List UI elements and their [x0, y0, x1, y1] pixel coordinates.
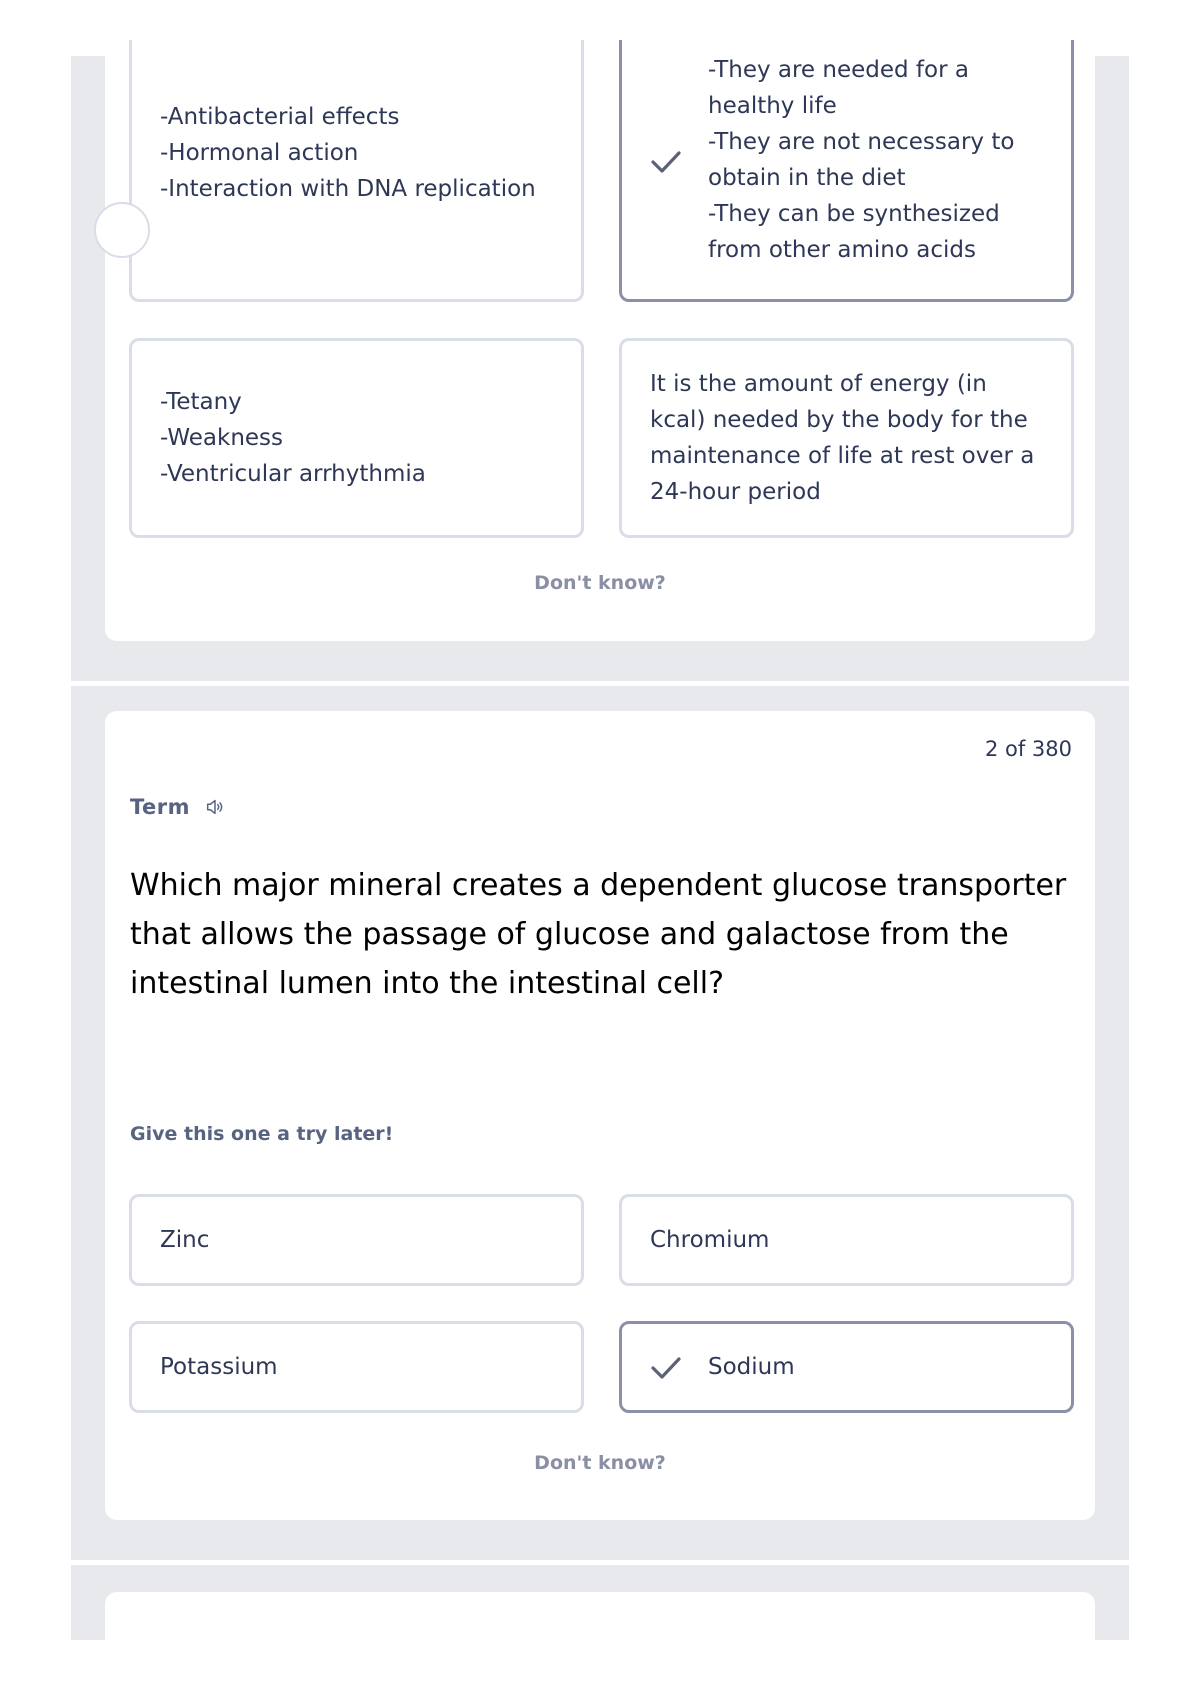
card-counter: 2 of 380 [984, 737, 1072, 761]
answer-option-3[interactable] [129, 338, 584, 538]
flashcard-current [105, 711, 1095, 1520]
check-icon [648, 1350, 684, 1386]
answer-option-4[interactable] [619, 338, 1074, 538]
try-later-hint[interactable]: Give this one a try later! [130, 1123, 394, 1145]
answer-option-potassium[interactable] [129, 1321, 584, 1413]
progress-circle [94, 202, 150, 258]
answer-option-label: Potassium [160, 1354, 278, 1380]
answer-option-2[interactable] [619, 40, 1074, 302]
answer-option-label: Sodium [708, 1354, 795, 1380]
answer-option-zinc[interactable] [129, 1194, 584, 1286]
answer-option-label: -Antibacterial effects -Hormonal action -Interaction with DNA replication [160, 103, 536, 202]
dont-know-button[interactable]: Don't know? [534, 1452, 666, 1474]
speaker-icon[interactable] [204, 796, 226, 818]
answer-option-label: Chromium [650, 1227, 770, 1253]
term-label: Term [130, 795, 191, 819]
dont-know-button[interactable]: Don't know? [534, 572, 666, 594]
answer-option-sodium[interactable] [619, 1321, 1074, 1413]
check-icon [648, 144, 684, 180]
question-text: Which major mineral creates a dependent glucose transporter that allows the passage of glucose and galactose from the intestinal lumen into the intestinal cell? [130, 868, 1067, 1001]
answer-option-label: Zinc [160, 1227, 210, 1253]
answer-option-chromium[interactable] [619, 1194, 1074, 1286]
answer-option-label: -They are needed for a healthy life -They are not necessary to obtain in the diet -They can be synthesized from other amino acids [708, 56, 1015, 263]
flashcard-next [105, 1592, 1095, 1640]
answer-option-1[interactable] [129, 40, 584, 302]
term-header [130, 795, 226, 819]
answer-option-label: It is the amount of energy (in kcal) needed by the body for the maintenance of life at rest over a 24-hour period [650, 371, 1035, 505]
flashcard-previous [105, 40, 1095, 641]
answer-option-label: -Tetany -Weakness -Ventricular arrhythmia [160, 389, 426, 487]
